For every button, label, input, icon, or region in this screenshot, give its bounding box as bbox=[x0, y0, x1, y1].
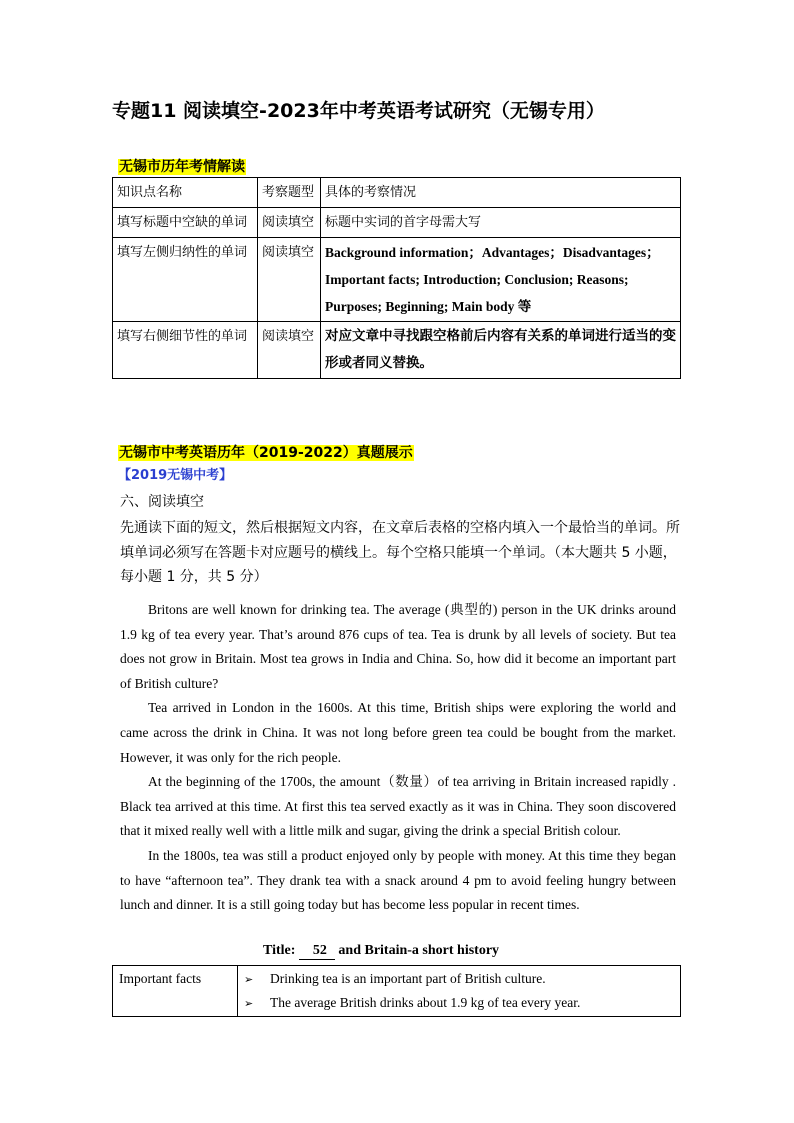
fact-text: Drinking tea is an important part of British culture. bbox=[270, 971, 546, 986]
point-cell: 填写左侧归纳性的单词 bbox=[113, 238, 258, 322]
analysis-table bbox=[112, 177, 681, 379]
section-heading-text: 无锡市中考英语历年（2019-2022）真题展示 bbox=[119, 445, 413, 461]
type-cell: 阅读填空 bbox=[258, 208, 321, 238]
fact-item bbox=[244, 991, 674, 1015]
summary-table bbox=[112, 965, 681, 1017]
section-heading-past-papers bbox=[118, 442, 414, 462]
title-prefix: Title: bbox=[263, 943, 296, 958]
answer-blank-52: 52 bbox=[299, 943, 335, 960]
passage-paragraph: Tea arrived in London in the 1600s. At this time, British ships were exploring the world and came across the drink in China. It was not long before green tea could be bought from the market. However, it was only for the rich people. bbox=[120, 700, 676, 765]
fact-text: The average British drinks about 1.9 kg of tea every year. bbox=[270, 995, 581, 1010]
header-cell: 具体的考察情况 bbox=[321, 178, 681, 208]
instructions: 先通读下面的短文，然后根据短文内容，在文章后表格的空格内填入一个最恰当的单词。所填单词必须写在答题卡对应题号的横线上。每个空格只能填一个单词。（本大题共 5 小题，每小题 1 分，共 5 分） bbox=[120, 520, 680, 585]
facts-label: Important facts bbox=[113, 966, 238, 1017]
detail-cell: Background information；Advantages；Disadvantages；Important facts; Introduction; Conclusion; Reasons; Purposes; Beginning; Main body 等 bbox=[321, 238, 681, 322]
question-heading: 六、阅读填空 bbox=[120, 494, 204, 510]
arrow-bullet-icon: ➢ bbox=[244, 973, 254, 986]
table-header-row bbox=[113, 178, 681, 208]
facts-cell bbox=[238, 966, 681, 1017]
header-cell: 知识点名称 bbox=[113, 178, 258, 208]
detail-cell: 标题中实词的首字母需大写 bbox=[321, 208, 681, 238]
table-row bbox=[113, 966, 681, 1017]
passage-paragraph: In the 1800s, tea was still a product enjoyed only by people with money. At this time they began to have “afternoon tea”. They drank tea with a snack around 4 pm to avoid feeling hungry between lunch and dinner. It is a still going today but has become less popular in recent times. bbox=[120, 847, 676, 913]
title-suffix: and Britain-a short history bbox=[338, 943, 500, 958]
table-row bbox=[113, 238, 681, 322]
table-row bbox=[113, 322, 681, 379]
year-label: 【2019无锡中考】 bbox=[118, 468, 233, 483]
type-cell: 阅读填空 bbox=[258, 322, 321, 379]
type-cell: 阅读填空 bbox=[258, 238, 321, 322]
point-cell: 填写右侧细节性的单词 bbox=[113, 322, 258, 379]
summary-title bbox=[263, 943, 499, 960]
detail-cell: 对应文章中寻找跟空格前后内容有关系的单词进行适当的变形或者同义替换。 bbox=[321, 322, 681, 379]
passage-paragraph: Britons are well known for drinking tea. The average (典型的) person in the UK drinks around 1.9 kg of tea every year. That’s around 876 cups of tea. Tea is drunk by all levels of society. But tea does not grow in Britain. Most tea grows in India and China. So, how did it become an important part of British culture? bbox=[120, 602, 676, 691]
reading-passage bbox=[120, 598, 676, 918]
section-heading-analysis bbox=[118, 156, 246, 176]
header-cell: 考察题型 bbox=[258, 178, 321, 208]
page-title: 专题11 阅读填空-2023年中考英语考试研究（无锡专用） bbox=[112, 100, 605, 122]
point-cell: 填写标题中空缺的单词 bbox=[113, 208, 258, 238]
arrow-bullet-icon: ➢ bbox=[244, 997, 254, 1010]
section-heading-text: 无锡市历年考情解读 bbox=[119, 159, 245, 175]
fact-item bbox=[244, 967, 674, 991]
table-row bbox=[113, 208, 681, 238]
passage-paragraph: At the beginning of the 1700s, the amount（数量）of tea arriving in Britain increased rapidly . Black tea arrived at this time. At first this tea served exactly as it was in China. They soon discovered that it mixed really well with a little milk and sugar, giving the drink a special British colour. bbox=[120, 774, 676, 839]
